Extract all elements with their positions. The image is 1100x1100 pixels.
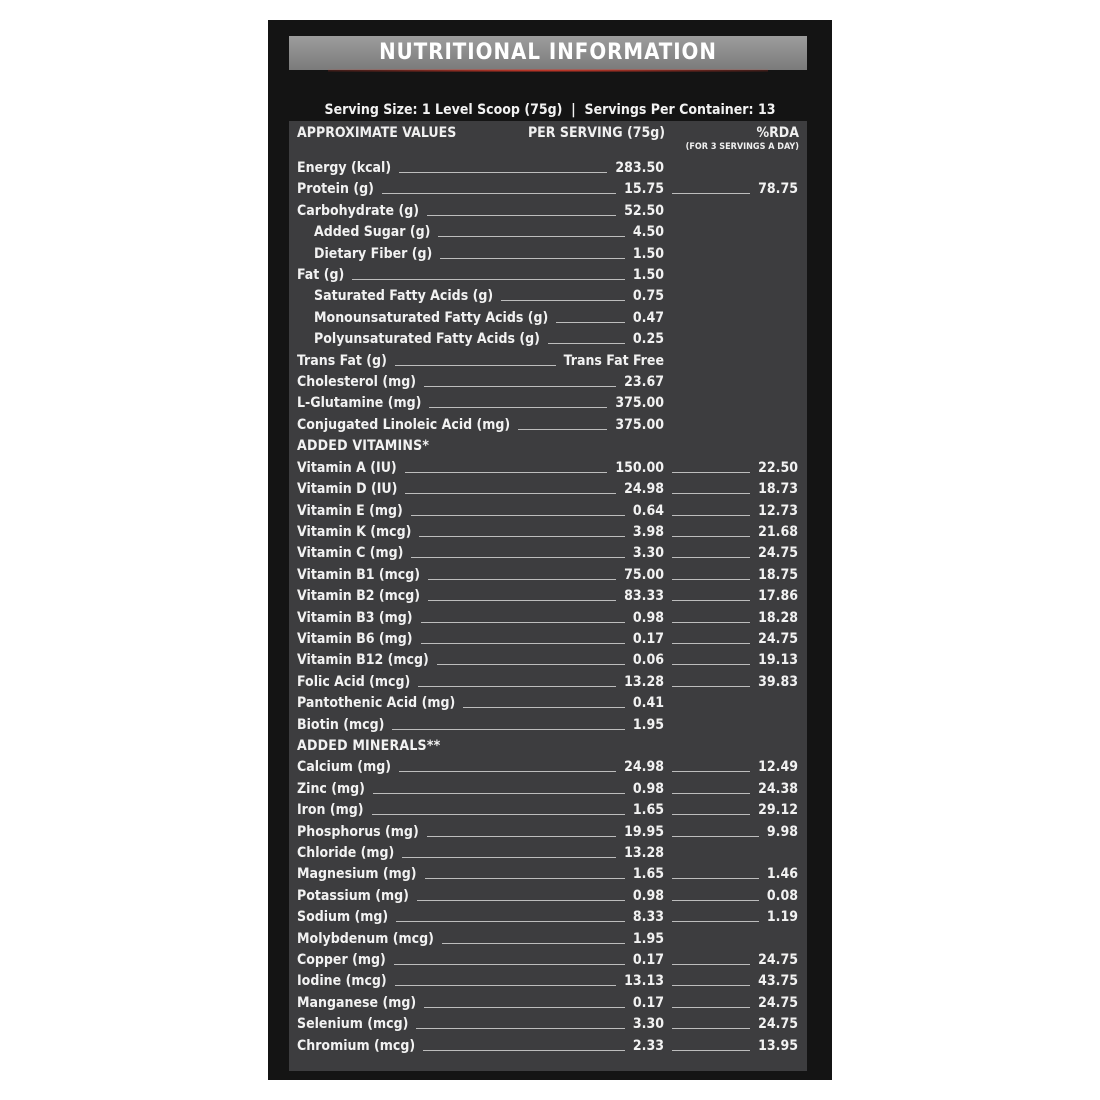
- rda-value: 12.73: [758, 502, 798, 519]
- nutrient-row: [289, 457, 807, 478]
- rda-value: 24.75: [758, 630, 798, 647]
- nutrient-name: Cholesterol (mg): [297, 374, 417, 391]
- rda-value: 78.75: [758, 181, 798, 198]
- dotted-leader: [428, 579, 616, 580]
- dotted-leader: [424, 386, 616, 387]
- label-title: NUTRITIONAL INFORMATION: [289, 36, 807, 70]
- nutrition-table: [289, 121, 807, 1071]
- per-serving-value: 1.65: [632, 866, 664, 883]
- dotted-leader: [429, 407, 607, 408]
- per-serving-value: 3.30: [632, 545, 664, 562]
- rda-leader: [672, 686, 750, 687]
- dotted-leader: [373, 793, 625, 794]
- nutrient-name: Vitamin B1 (mcg): [297, 566, 420, 583]
- nutrient-row: [289, 949, 807, 970]
- dotted-leader: [442, 943, 625, 944]
- per-serving-value: 4.50: [632, 224, 664, 241]
- per-serving-value: 0.06: [632, 652, 664, 669]
- rda-leader: [672, 515, 750, 516]
- header-rda: %RDA: [756, 125, 799, 141]
- dotted-leader: [419, 536, 625, 537]
- nutrient-row: [289, 628, 807, 649]
- rda-leader: [672, 536, 750, 537]
- rda-leader: [672, 836, 759, 837]
- rda-value: 13.95: [758, 1037, 798, 1054]
- rda-leader: [672, 964, 750, 965]
- nutrient-name: Pantothenic Acid (mg): [297, 695, 456, 712]
- nutrient-row: [289, 371, 807, 392]
- nutrient-row: [289, 243, 807, 264]
- dotted-leader: [427, 836, 616, 837]
- nutrient-row: [289, 842, 807, 863]
- header-approximate-values: APPROXIMATE VALUES: [297, 125, 457, 141]
- per-serving-value: 24.98: [624, 481, 664, 498]
- nutrient-row: [289, 328, 807, 349]
- dotted-leader: [382, 193, 616, 194]
- rda-leader: [672, 985, 750, 986]
- per-serving-value: 3.98: [632, 523, 664, 540]
- nutrition-label: [268, 20, 832, 1080]
- nutrient-name: Selenium (mcg): [297, 1016, 409, 1033]
- rda-value: 9.98: [766, 823, 798, 840]
- nutrient-row: [289, 221, 807, 242]
- per-serving-value: 8.33: [632, 909, 664, 926]
- dotted-leader: [421, 622, 625, 623]
- nutrient-row: [289, 649, 807, 670]
- dotted-leader: [399, 172, 607, 173]
- rda-leader: [672, 472, 750, 473]
- nutrient-row: [289, 414, 807, 435]
- per-serving-value: 0.17: [632, 994, 664, 1011]
- dotted-leader: [463, 707, 625, 708]
- nutrient-row: [289, 1013, 807, 1034]
- per-serving-value: 0.17: [632, 630, 664, 647]
- rda-leader: [672, 1050, 750, 1051]
- per-serving-value: 75.00: [624, 566, 664, 583]
- dotted-leader: [418, 686, 616, 687]
- per-serving-value: 13.13: [624, 973, 664, 990]
- nutrient-name: Saturated Fatty Acids (g): [314, 288, 494, 305]
- nutrient-name: Biotin (mcg): [297, 716, 385, 733]
- nutrient-row: [289, 585, 807, 606]
- per-serving-value: Trans Fat Free: [563, 352, 664, 369]
- dotted-leader: [416, 1028, 625, 1029]
- nutrient-name: Vitamin A (IU): [297, 459, 397, 476]
- nutrient-row: [289, 392, 807, 413]
- nutrient-name: Molybdenum (mcg): [297, 930, 434, 947]
- nutrient-row: [289, 607, 807, 628]
- rda-value: 24.38: [758, 780, 798, 797]
- rda-leader: [672, 814, 750, 815]
- nutrient-name: Added Sugar (g): [314, 224, 431, 241]
- per-serving-value: 0.41: [632, 695, 664, 712]
- nutrient-name: Copper (mg): [297, 952, 386, 969]
- rda-leader: [672, 900, 759, 901]
- dotted-leader: [501, 300, 625, 301]
- nutrient-row: [289, 671, 807, 692]
- per-serving-value: 83.33: [624, 588, 664, 605]
- nutrient-name: Vitamin B3 (mg): [297, 609, 413, 626]
- nutrient-name: Monounsaturated Fatty Acids (g): [314, 309, 549, 326]
- nutrient-name: Magnesium (mg): [297, 866, 417, 883]
- per-serving-value: 1.50: [632, 245, 664, 262]
- section-heading-label: ADDED VITAMINS*: [297, 438, 430, 455]
- per-serving-value: 150.00: [615, 459, 664, 476]
- dotted-leader: [395, 985, 616, 986]
- nutrient-name: Vitamin E (mg): [297, 502, 403, 519]
- dotted-leader: [421, 643, 625, 644]
- rda-value: 24.75: [758, 952, 798, 969]
- header-rda-note: (FOR 3 SERVINGS A DAY): [685, 142, 799, 152]
- dotted-leader: [352, 279, 625, 280]
- dotted-leader: [548, 343, 625, 344]
- dotted-leader: [405, 493, 616, 494]
- nutrient-name: Vitamin B6 (mg): [297, 630, 413, 647]
- nutrient-row: [289, 692, 807, 713]
- rda-value: 18.28: [758, 609, 798, 626]
- per-serving-value: 24.98: [624, 759, 664, 776]
- rda-value: 24.75: [758, 994, 798, 1011]
- nutrient-row: [289, 521, 807, 542]
- section-heading: [289, 735, 807, 756]
- per-serving-value: 0.98: [632, 609, 664, 626]
- dotted-leader: [405, 472, 607, 473]
- per-serving-value: 1.95: [632, 930, 664, 947]
- rda-value: 21.68: [758, 523, 798, 540]
- nutrient-row: [289, 778, 807, 799]
- nutrient-row: [289, 799, 807, 820]
- nutrient-name: Chromium (mcg): [297, 1037, 416, 1054]
- rda-leader: [672, 493, 750, 494]
- rda-leader: [672, 557, 750, 558]
- nutrient-row: [289, 564, 807, 585]
- dotted-leader: [556, 322, 625, 323]
- per-serving-value: 0.25: [632, 331, 664, 348]
- per-serving-value: 19.95: [624, 823, 664, 840]
- nutrient-row: [289, 885, 807, 906]
- per-serving-value: 23.67: [624, 374, 664, 391]
- nutrient-row: [289, 500, 807, 521]
- nutrient-name: Vitamin B2 (mcg): [297, 588, 420, 605]
- nutrient-name: Iodine (mcg): [297, 973, 387, 990]
- rda-value: 43.75: [758, 973, 798, 990]
- per-serving-value: 2.33: [632, 1037, 664, 1054]
- rda-value: 18.75: [758, 566, 798, 583]
- per-serving-value: 13.28: [624, 673, 664, 690]
- nutrient-name: Vitamin D (IU): [297, 481, 398, 498]
- nutrient-rows: [289, 157, 807, 1056]
- dotted-leader: [424, 1007, 625, 1008]
- nutrient-name: Zinc (mg): [297, 780, 365, 797]
- rda-leader: [672, 771, 750, 772]
- section-heading: [289, 435, 807, 456]
- per-serving-value: 15.75: [624, 181, 664, 198]
- per-serving-value: 0.98: [632, 887, 664, 904]
- rda-leader: [672, 643, 750, 644]
- dotted-leader: [428, 600, 616, 601]
- nutrient-row: [289, 200, 807, 221]
- dotted-leader: [411, 515, 625, 516]
- nutrient-name: Calcium (mg): [297, 759, 391, 776]
- nutrient-row: [289, 970, 807, 991]
- rda-value: 1.46: [766, 866, 798, 883]
- dotted-leader: [394, 964, 625, 965]
- nutrient-name: Potassium (mg): [297, 887, 409, 904]
- dotted-leader: [440, 258, 625, 259]
- nutrient-row: [289, 157, 807, 178]
- nutrient-row: [289, 906, 807, 927]
- rda-leader: [672, 622, 750, 623]
- dotted-leader: [417, 900, 625, 901]
- serving-info: Serving Size: 1 Level Scoop (75g) | Servings Per Container: 13: [324, 102, 776, 118]
- nutrient-name: Protein (g): [297, 181, 374, 198]
- nutrient-name: Folic Acid (mcg): [297, 673, 411, 690]
- dotted-leader: [395, 365, 556, 366]
- rda-leader: [672, 600, 750, 601]
- dotted-leader: [425, 878, 625, 879]
- nutrient-name: Iron (mg): [297, 802, 364, 819]
- rda-value: 39.83: [758, 673, 798, 690]
- dotted-leader: [411, 557, 625, 558]
- per-serving-value: 283.50: [615, 160, 664, 176]
- nutrient-row: [289, 178, 807, 199]
- rda-value: 18.73: [758, 481, 798, 498]
- per-serving-value: 375.00: [615, 395, 664, 412]
- dotted-leader: [438, 236, 625, 237]
- nutrient-name: Manganese (mg): [297, 994, 417, 1011]
- rda-value: 1.19: [766, 909, 798, 926]
- rda-value: 24.75: [758, 545, 798, 562]
- rda-leader: [672, 664, 750, 665]
- rda-leader: [672, 1007, 750, 1008]
- per-serving-value: 0.75: [632, 288, 664, 305]
- nutrient-row: [289, 350, 807, 371]
- rda-value: 24.75: [758, 1016, 798, 1033]
- nutrient-row: [289, 821, 807, 842]
- per-serving-value: 0.98: [632, 780, 664, 797]
- nutrient-row: [289, 307, 807, 328]
- nutrient-name: L-Glutamine (mg): [297, 395, 422, 412]
- nutrient-row: [289, 756, 807, 777]
- rda-leader: [672, 793, 750, 794]
- dotted-leader: [437, 664, 625, 665]
- nutrient-row: [289, 264, 807, 285]
- nutrient-name: Fat (g): [297, 267, 345, 284]
- nutrient-name: Energy (kcal): [297, 160, 392, 176]
- nutrient-row: [289, 714, 807, 735]
- per-serving-value: 0.47: [632, 309, 664, 326]
- nutrient-name: Polyunsaturated Fatty Acids (g): [314, 331, 540, 348]
- rda-value: 29.12: [758, 802, 798, 819]
- dotted-leader: [518, 429, 607, 430]
- nutrient-name: Vitamin B12 (mcg): [297, 652, 429, 669]
- per-serving-value: 13.28: [624, 845, 664, 861]
- dotted-leader: [399, 771, 616, 772]
- nutrient-row: [289, 928, 807, 949]
- rda-value: 17.86: [758, 588, 798, 605]
- nutrient-row: [289, 542, 807, 563]
- rda-value: 19.13: [758, 652, 798, 669]
- per-serving-value: 0.64: [632, 502, 664, 519]
- dotted-leader: [392, 729, 625, 730]
- dotted-leader: [423, 1050, 625, 1051]
- title-accent-line: [328, 69, 768, 72]
- per-serving-value: 1.50: [632, 267, 664, 284]
- per-serving-value: 3.30: [632, 1016, 664, 1033]
- nutrient-name: Phosphorus (mg): [297, 823, 419, 840]
- dotted-leader: [372, 814, 625, 815]
- nutrient-name: Vitamin C (mg): [297, 545, 404, 562]
- rda-leader: [672, 579, 750, 580]
- nutrient-name: Conjugated Linoleic Acid (mg): [297, 416, 511, 433]
- nutrient-row: [289, 1035, 807, 1056]
- nutrient-name: Trans Fat (g): [297, 352, 387, 369]
- rda-leader: [672, 878, 759, 879]
- nutrient-row: [289, 285, 807, 306]
- per-serving-value: 1.65: [632, 802, 664, 819]
- nutrient-name: Carbohydrate (g): [297, 202, 420, 219]
- rda-leader: [672, 1028, 750, 1029]
- per-serving-value: 52.50: [624, 202, 664, 219]
- nutrient-row: [289, 863, 807, 884]
- nutrient-name: Sodium (mg): [297, 909, 389, 926]
- rda-leader: [672, 921, 759, 922]
- rda-value: 12.49: [758, 759, 798, 776]
- dotted-leader: [396, 921, 625, 922]
- nutrient-row: [289, 478, 807, 499]
- rda-leader: [672, 193, 750, 194]
- header-per-serving: PER SERVING (75g): [527, 125, 665, 141]
- dotted-leader: [402, 857, 616, 858]
- per-serving-value: 1.95: [632, 716, 664, 733]
- dotted-leader: [427, 215, 616, 216]
- nutrient-name: Vitamin K (mcg): [297, 523, 412, 540]
- per-serving-value: 375.00: [615, 416, 664, 433]
- nutrient-name: Dietary Fiber (g): [314, 245, 433, 262]
- nutrient-row: [289, 992, 807, 1013]
- rda-value: 22.50: [758, 459, 798, 476]
- section-heading-label: ADDED MINERALS**: [297, 737, 441, 754]
- nutrient-name: Chloride (mg): [297, 845, 395, 861]
- per-serving-value: 0.17: [632, 952, 664, 969]
- rda-value: 0.08: [766, 887, 798, 904]
